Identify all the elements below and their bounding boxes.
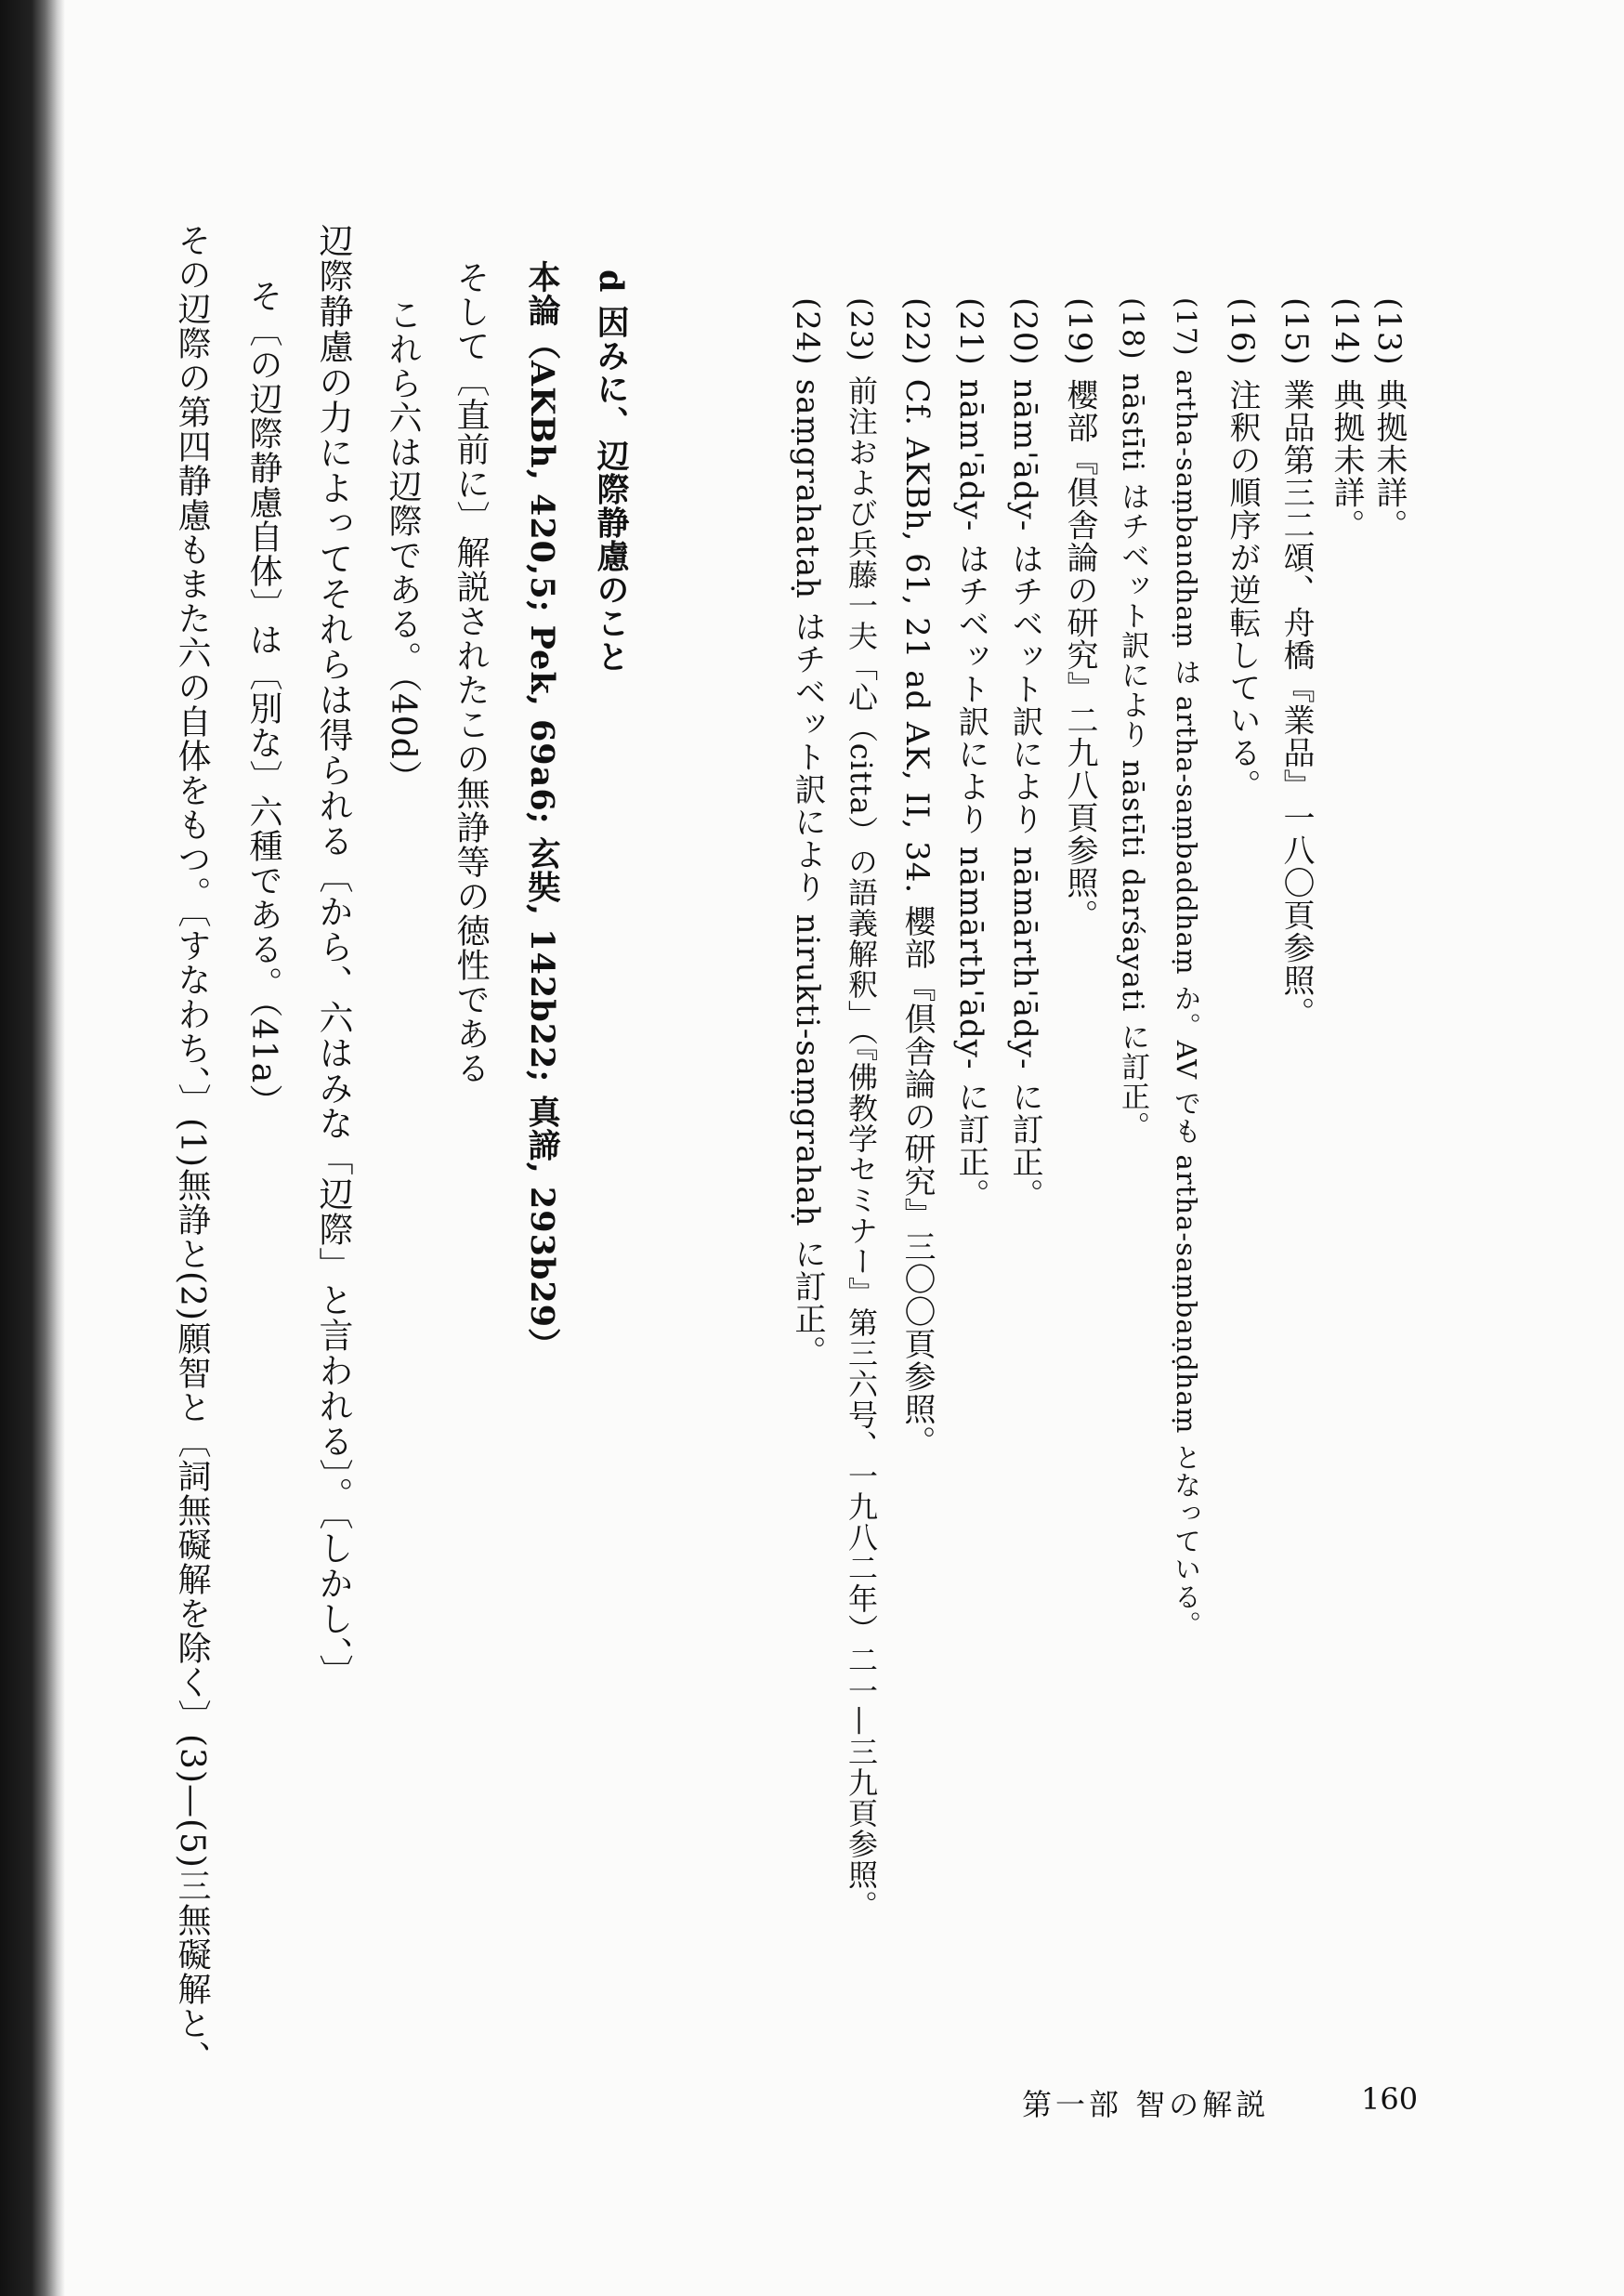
note-16: (16)注釈の順序が逆転している。 bbox=[1224, 297, 1261, 802]
note-20: (20)nām'ādy- はチベット訳により nāmārth'ādy- に訂正。 bbox=[1006, 297, 1043, 1212]
source-label: 本論 bbox=[523, 260, 561, 327]
section-heading: d 因みに、辺際静慮のこと bbox=[592, 269, 630, 674]
note-15: (15)業品第三二頌、舟橋『業品』一八〇頁参照。 bbox=[1277, 297, 1315, 1030]
body-line-3: 辺際静慮の力によってそれらは得られる〔から、六はみな「辺際」と言われる〕。〔しかし、〕 bbox=[313, 223, 353, 1690]
note-19: (19)櫻部『倶舎論の研究』二九八頁参照。 bbox=[1061, 297, 1098, 932]
note-14: (14)典拠未詳。 bbox=[1328, 297, 1365, 542]
body-verse-41a: そ〔の辺際静慮自体〕は〔別な〕六種である。（41a） bbox=[244, 279, 282, 1119]
note-21: (21)nām'ādy- はチベット訳により nāmārth'ādy- に訂正。 bbox=[952, 297, 989, 1212]
body-line-5: その辺際の第四静慮もまた六の自体をもつ。〔すなわち、〕(1)無諍と(2)願智と〔詞無礙解を除く〕(3)—(5)三無礙解と、 bbox=[173, 223, 211, 2075]
note-24: (24)saṃgrahataḥ はチベット訳により nirukti-saṃgrahaḥ に訂正。 bbox=[789, 297, 826, 1369]
source-reference bbox=[523, 260, 561, 1362]
note-17: (17)artha-saṃbandhaṃ は artha-saṃbaddhaṃ か。AV でも artha-saṃbaṇḍhaṃ となっている。 bbox=[1171, 297, 1202, 1639]
page-number: 160 bbox=[1361, 2081, 1419, 2117]
note-18: (18)nāstīti はチベット訳により nāstīti darśayati に訂正。 bbox=[1116, 297, 1149, 1142]
body-verse-40d: これら六は辺際である。（40d） bbox=[384, 297, 422, 794]
body-line-1: そして〔直前に〕解説されたこの無諍等の徳性である bbox=[452, 260, 490, 1085]
note-13: (13)典拠未詳。 bbox=[1370, 297, 1408, 542]
book-binding-edge bbox=[0, 0, 65, 2296]
source-ref: （AKBh, 420,5; Pek, 69a6; 玄奘, 142b22; 真諦, 293b29） bbox=[523, 327, 561, 1362]
note-23: (23)前注および兵藤一夫「心（citta）の語義解釈」（『佛教学セミナー』第三六号、一九八二年）二一—三九頁参照。 bbox=[844, 297, 879, 1921]
note-22: (22)Cf. AKBh, 61, 21 ad AK, II, 34. 櫻部『倶舎論の研究』三〇〇頁参照。 bbox=[898, 297, 936, 1458]
running-title: 第一部 智の解説 bbox=[1022, 2087, 1270, 2122]
